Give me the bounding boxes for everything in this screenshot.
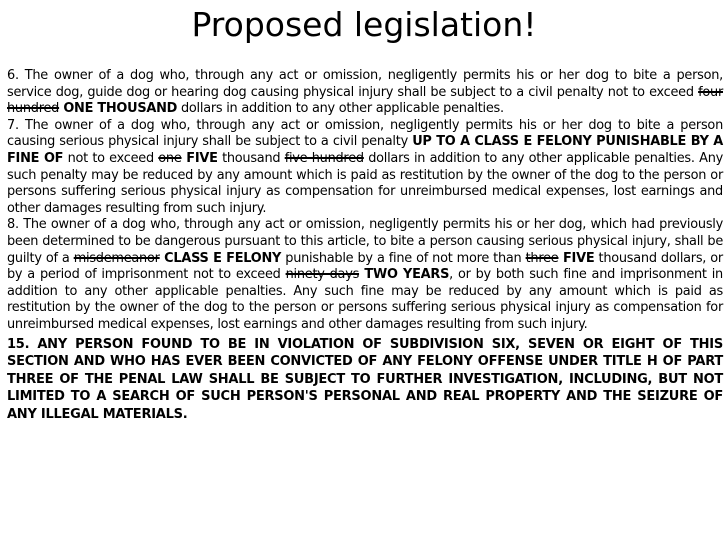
p8-struck-text-2: three xyxy=(525,250,559,266)
paragraph-8 xyxy=(7,217,723,333)
p7-text-1: 7. The owner of a dog who, through any act or omission, negligently permits his or her dog to bite a person causing serious physical injury shall be subject to a civil penalty xyxy=(7,117,723,150)
p8-struck-text-1: misdemeanor xyxy=(73,250,160,266)
p6-bold-text-1: ONE THOUSAND xyxy=(59,101,178,117)
p8-bold-text-1: CLASS E FELONY xyxy=(159,250,282,266)
p6-text-1: 6. The owner of a dog who, through any act or omission, negligently permits his or her dog to bite a person, service dog, guide dog or hearing dog causing physical injury shall be subject to a civil penalty not to exceed xyxy=(7,68,723,100)
paragraph-6 xyxy=(7,68,723,118)
p7-text-3: thousand xyxy=(217,150,285,166)
p8-text-4: , or by both such fine and imprisonment in addition to any other applicable penalties. Any such fine may be reduced by any amount which is paid as restitution by the owner of the dog to the person or persons suffering serious physical injury as compensation for unreimbursed medical expenses, lost earnings and other damages resulting from such injury. xyxy=(7,267,723,332)
p6-text-2: dollars in addition to any other applicable penalties. xyxy=(177,101,504,117)
p7-bold-text-2: FIVE xyxy=(181,150,218,166)
p7-text-4: dollars in addition to any other applicable penalties. Any such penalty may be reduced by any amount which is paid as restitution by the owner of the dog to the person or persons suffering serious physical injury as compensation for unreimbursed medical expenses, lost earnings and other damages resulting from such injury. xyxy=(7,150,723,216)
p8-struck-text-3: ninety days xyxy=(285,267,360,283)
slide-body xyxy=(7,68,723,423)
p8-bold-text-3: TWO YEARS xyxy=(359,267,450,283)
p7-struck-text-1: one xyxy=(158,150,182,166)
p8-text-3: thousand dollars, or by a period of imprisonment not to exceed xyxy=(7,250,723,283)
p8-text-2: punishable by a fine of not more than xyxy=(281,250,526,266)
p7-struck-text-2: five hundred xyxy=(284,150,364,166)
p7-text-2: not to exceed xyxy=(63,150,159,166)
paragraph-7 xyxy=(7,118,723,218)
slide-title: Proposed legislation! xyxy=(191,5,537,44)
p8-bold-text-2: FIVE xyxy=(558,250,595,266)
p6-struck-text-1: four hundred xyxy=(7,84,723,117)
p8-text-1: 8. The owner of a dog who, through any act or omission, negligently permits his or her dog, which had previously been determined to be dangerous pursuant to this article, to bite a person causing serious physical injury, shall be guilty of a xyxy=(7,217,723,266)
paragraph-15: 15. ANY PERSON FOUND TO BE IN VIOLATION OF SUBDIVISION SIX, SEVEN OR EIGHT OF THIS SECTION AND WHO HAS EVER BEEN CONVICTED OF ANY FELONY OFFENSE UNDER TITLE H OF PART THREE OF THE PENAL LAW SHALL BE SUBJECT TO FURTHER INVESTIGATION, INCLUDING, BUT NOT LIMITED TO A SEARCH OF SUCH PERSON'S PERSONAL AND REAL PROPERTY AND THE SEIZURE OF ANY ILLEGAL MATERIALS. xyxy=(7,336,723,422)
p7-bold-text-1: UP TO A CLASS E FELONY PUNISHABLE BY A FINE OF xyxy=(7,134,723,166)
